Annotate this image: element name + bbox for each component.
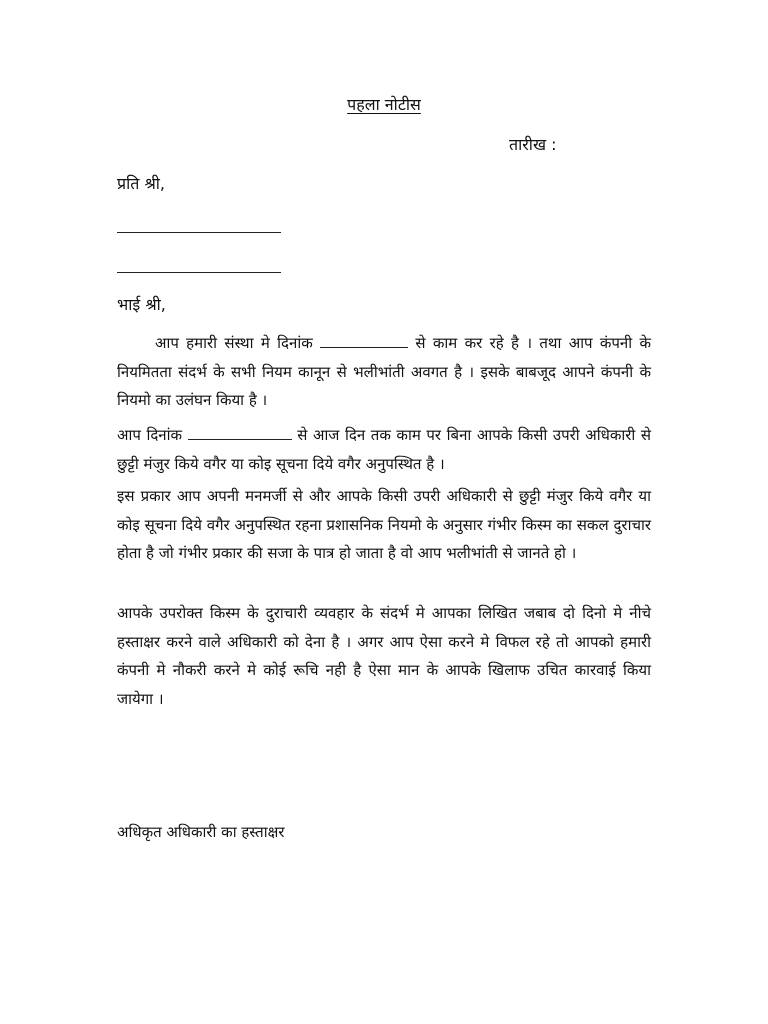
recipient-name-blank (117, 232, 281, 233)
salutation: भाई श्री, (117, 295, 166, 314)
paragraph-2 (117, 421, 651, 478)
paragraph-2-end: से आज दिन तक काम पर बिना आपके किसी उपरी अधिकारी से छुट्टी मंजुर किये वगैर या कोइ सूचना दिये वगैर अनुपस्थित है । (117, 426, 651, 473)
paragraph-4: आपके उपरोक्त किस्म के दुराचारी व्यवहार के संदर्भ मे आपका लिखित जबाब दो दिनो मे नीचे हस्ताक्षर करने वाले अधिकारी को देना है । अगर आप ऐसा करने मे विफल रहे तो आपको हमारी कंपनी मे नौकरी करने मे कोई रूचि नही है ऐसा मान के आपके खिलाफ उचित कारवाई किया जायेगा । (117, 604, 651, 708)
paragraph-3: इस प्रकार आप अपनी मनमर्जी से और आपके किसी उपरी अधिकारी से छुट्टी मंजुर किये वगैर या कोइ सूचना दिये वगैर अनुपस्थित रहना प्रशासनिक नियमो के अनुसार गंभीर किस्म का सकल दुराचार होता है जो गंभीर प्रकार की सजा के पात्र हो जाता है वो आप भलीभांती से जानते हो । (117, 487, 651, 562)
date-label: तारीख : (509, 135, 557, 154)
notice-title: पहला नोटीस (347, 95, 421, 114)
signature-label: अधिकृत अधिकारी का हस्ताक्षर (117, 823, 285, 841)
paragraph-1-end: से काम कर रहे है । तथा आप कंपनी के नियमितता संदर्भ के सभी नियम कानून से भलीभांती अवगत है । इसके बाबजूद आपने कंपनी के नियमो का उलंघन किया है । (117, 334, 651, 409)
recipient-address-blank (117, 272, 281, 273)
paragraph-2-start: आप दिनांक (117, 426, 183, 444)
date-blank-2 (188, 425, 292, 440)
date-blank-1 (320, 333, 408, 348)
paragraph-1-start: आप हमारी संस्था मे दिनांक (155, 334, 313, 352)
paragraph-1 (117, 329, 651, 415)
recipient-line: प्रति श्री, (117, 174, 166, 193)
